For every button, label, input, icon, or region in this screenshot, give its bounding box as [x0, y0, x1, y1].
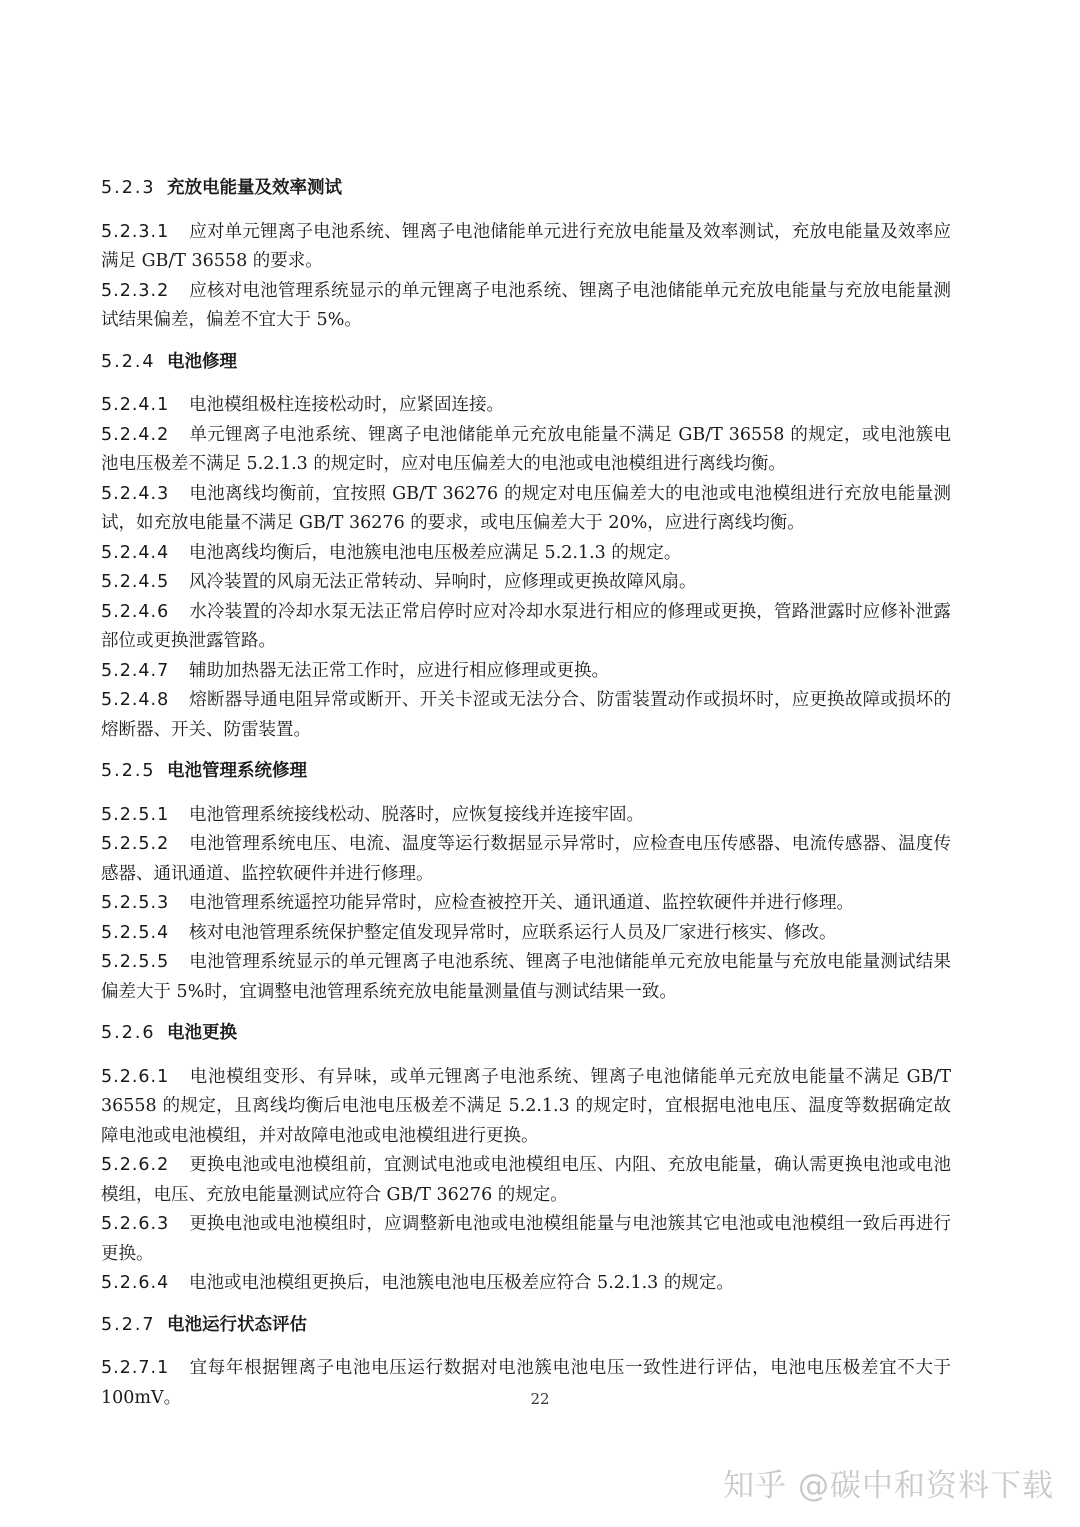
section-number: 5.2.5: [101, 761, 156, 781]
clause-paragraph: [101, 948, 951, 1007]
clause-paragraph: [101, 830, 951, 889]
clause-text: 风冷装置的风扇无法正常转动、异响时，应修理或更换故障风扇。: [189, 572, 697, 592]
clause-number: 5.2.7.1: [101, 1358, 170, 1378]
document-body: [101, 174, 951, 1413]
clause-text: 应对单元锂离子电池系统、锂离子电池储能单元进行充放电能量及效率测试，充放电能量及效率应满足 GB/T 36558 的要求。: [101, 221, 951, 271]
clause-text: 电池模组极柱连接松动时，应紧固连接。: [189, 395, 504, 415]
clause-text: 核对电池管理系统保护整定值发现异常时，应联系运行人员及厂家进行核实、修改。: [189, 922, 837, 943]
clause-number: 5.2.4.5: [101, 572, 170, 592]
clause-text: 电池管理系统接线松动、脱落时，应恢复接线并连接牢固。: [189, 804, 644, 825]
clause-number: 5.2.4.2: [101, 424, 170, 445]
clause-text: 电池离线均衡后，电池簇电池电压极差应满足 5.2.1.3 的规定。: [189, 542, 682, 563]
section-title: 充放电能量及效率测试: [167, 178, 342, 198]
clause-text: 单元锂离子电池系统、锂离子电池储能单元充放电能量不满足 GB/T 36558 的规定，或电池簇电池电压极差不满足 5.2.1.3 的规定时，应对电压偏差大的电池或电池模组进行离线均衡。: [101, 424, 951, 474]
section-title: 电池更换: [167, 1023, 237, 1043]
clause-text: 辅助加热器无法正常工作时，应进行相应修理或更换。: [189, 660, 609, 681]
clause-paragraph: [101, 1151, 951, 1210]
clause-paragraph: [101, 391, 951, 421]
clause-text: 电池离线均衡前，宜按照 GB/T 36276 的规定对电压偏差大的电池或电池模组进行充放电能量测试，如充放电能量不满足 GB/T 36276 的要求，或电压偏差大于 20%，应进行离线均衡。: [101, 483, 951, 533]
section-heading: [101, 348, 951, 378]
section-heading: [101, 174, 951, 204]
clause-paragraph: [101, 218, 951, 277]
clause-text: 电池管理系统电压、电流、温度等运行数据显示异常时，应检查电压传感器、电流传感器、温度传感器、通讯通道、监控软硬件并进行修理。: [101, 834, 951, 884]
clause-paragraph: [101, 539, 951, 569]
clause-text: 电池模组变形、有异味，或单元锂离子电池系统、锂离子电池储能单元充放电能量不满足 GB/T 36558 的规定，且离线均衡后电池电压极差不满足 5.2.1.3 的规定时，宜根据电池电压、温度等数据确定故障电池或电池模组，并对故障电池或电池模组进行更换。: [101, 1066, 951, 1146]
clause-paragraph: [101, 657, 951, 687]
clause-text: 更换电池或电池模组前，宜测试电池或电池模组电压、内阻、充放电能量，确认需更换电池或电池模组，电压、充放电能量测试应符合 GB/T 36276 的规定。: [101, 1155, 951, 1205]
clause-number: 5.2.3.2: [101, 280, 170, 301]
clause-number: 5.2.5.2: [101, 834, 170, 854]
clause-paragraph: [101, 889, 951, 919]
clause-number: 5.2.4.4: [101, 542, 170, 563]
clause-text: 水冷装置的冷却水泵无法正常启停时应对冷却水泵进行相应的修理或更换，管路泄露时应修补泄露部位或更换泄露管路。: [101, 601, 951, 651]
clause-number: 5.2.5.1: [101, 804, 170, 825]
clause-text: 电池或电池模组更换后，电池簇电池电压极差应符合 5.2.1.3 的规定。: [189, 1273, 734, 1293]
clause-text: 宜每年根据锂离子电池电压运行数据对电池簇电池电压一致性进行评估，电池电压极差宜不大于 100mV。: [101, 1358, 951, 1408]
section-number: 5.2.6: [101, 1023, 156, 1043]
clause-paragraph: [101, 598, 951, 657]
section-heading: [101, 1019, 951, 1049]
clause-paragraph: [101, 421, 951, 480]
clause-text: 熔断器导通电阻异常或断开、开关卡涩或无法分合、防雷装置动作或损坏时，应更换故障或损坏的熔断器、开关、防雷装置。: [101, 690, 951, 740]
clause-number: 5.2.6.1: [101, 1066, 170, 1087]
clause-number: 5.2.6.3: [101, 1214, 170, 1234]
section-number: 5.2.3: [101, 178, 156, 198]
clause-paragraph: [101, 1210, 951, 1269]
clause-number: 5.2.4.8: [101, 690, 170, 710]
clause-number: 5.2.6.4: [101, 1273, 170, 1293]
clause-paragraph: [101, 1269, 951, 1299]
clause-paragraph: [101, 686, 951, 745]
section-number: 5.2.7: [101, 1314, 156, 1335]
clause-number: 5.2.3.1: [101, 221, 170, 242]
section-title: 电池运行状态评估: [167, 1314, 307, 1335]
clause-paragraph: [101, 277, 951, 336]
clause-paragraph: [101, 1063, 951, 1152]
watermark: 知乎 @碳中和资料下载: [723, 1468, 1054, 1504]
section-title: 电池修理: [167, 351, 237, 372]
clause-number: 5.2.5.5: [101, 952, 170, 972]
section-title: 电池管理系统修理: [167, 761, 307, 781]
clause-number: 5.2.5.4: [101, 922, 170, 943]
page-number: 22: [530, 1390, 550, 1408]
section-number: 5.2.4: [101, 351, 156, 372]
clause-text: 更换电池或电池模组时，应调整新电池或电池模组能量与电池簇其它电池或电池模组一致后再进行更换。: [101, 1214, 951, 1264]
clause-paragraph: [101, 480, 951, 539]
clause-paragraph: [101, 801, 951, 831]
clause-number: 5.2.4.7: [101, 660, 170, 681]
clause-number: 5.2.4.6: [101, 601, 170, 622]
clause-text: 电池管理系统显示的单元锂离子电池系统、锂离子电池储能单元充放电能量与充放电能量测试结果偏差大于 5%时，宜调整电池管理系统充放电能量测量值与测试结果一致。: [101, 952, 951, 1002]
section-heading: [101, 1311, 951, 1341]
clause-number: 5.2.4.3: [101, 483, 170, 504]
clause-paragraph: [101, 568, 951, 598]
clause-number: 5.2.6.2: [101, 1155, 170, 1175]
clause-number: 5.2.4.1: [101, 395, 170, 415]
clause-number: 5.2.5.3: [101, 893, 170, 913]
clause-text: 电池管理系统遥控功能异常时，应检查被控开关、通讯通道、监控软硬件并进行修理。: [189, 893, 854, 913]
section-heading: [101, 757, 951, 787]
clause-paragraph: [101, 919, 951, 949]
clause-text: 应核对电池管理系统显示的单元锂离子电池系统、锂离子电池储能单元充放电能量与充放电能量测试结果偏差，偏差不宜大于 5%。: [101, 280, 951, 330]
